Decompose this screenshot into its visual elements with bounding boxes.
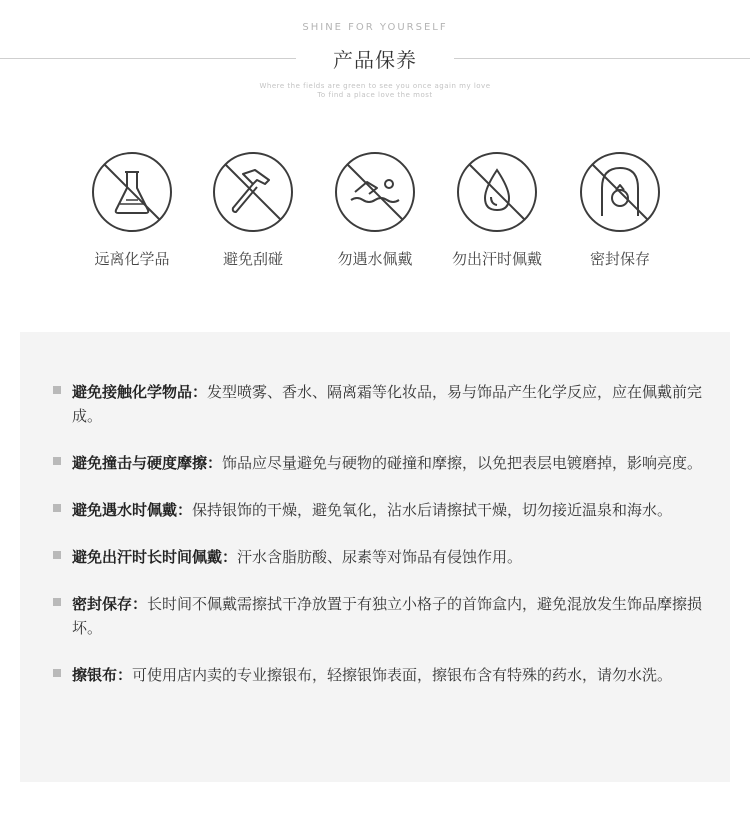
care-label-scratch: 避免刮碰	[222, 250, 283, 268]
bullet-square	[53, 598, 61, 606]
bullet-square	[53, 504, 61, 512]
note-heading: 避免撞击与硬度摩擦：	[72, 454, 223, 472]
care-notes-list	[20, 380, 730, 710]
note-heading: 擦银布：	[72, 666, 133, 684]
note-heading: 避免出汗时长时间佩戴：	[72, 548, 238, 566]
note-body: 可使用店内卖的专业擦银布，轻擦银饰表面，擦银布含有特殊的药水，请勿水洗。	[132, 666, 673, 684]
header-tagline-line2: To find a place love the most	[317, 91, 433, 99]
note-body: 长时间不佩戴需擦拭干净放置于有独立小格子的首饰盒内，避免混放发生饰品摩擦损坏。	[72, 595, 703, 637]
bullet-square	[53, 551, 61, 559]
care-label-chemicals: 远离化学品	[94, 250, 170, 268]
care-item-sweat	[437, 150, 557, 269]
section-header	[0, 0, 750, 110]
water-drop-icon	[455, 150, 539, 234]
ring-box-icon	[578, 150, 662, 234]
header-tagline-line1: Where the fields are green to see you once again my love	[259, 82, 491, 90]
note-body: 饰品应尽量避免与硬物的碰撞和摩擦，以免把表层电镀磨掉，影响亮度。	[222, 454, 703, 472]
title-divider-right	[454, 58, 750, 59]
care-item-scratch	[193, 150, 313, 269]
care-label-storage: 密封保存	[589, 250, 650, 268]
note-heading: 密封保存：	[72, 595, 148, 613]
swimmer-icon	[333, 150, 417, 234]
bullet-square	[53, 669, 61, 677]
care-note-impact	[20, 451, 730, 475]
note-body: 发型喷雾、香水、隔离霜等化妆品，易与饰品产生化学反应，应在佩戴前完成。	[72, 383, 703, 425]
care-label-sweat: 勿出汗时佩戴	[451, 250, 542, 268]
note-heading: 避免遇水时佩戴：	[72, 501, 193, 519]
care-note-cloth	[20, 663, 730, 687]
note-body: 保持银饰的干燥，避免氧化，沾水后请擦拭干燥，切勿接近温泉和海水。	[192, 501, 673, 519]
care-note-chemicals	[20, 380, 730, 428]
care-item-chemicals	[72, 150, 192, 269]
hammer-icon	[211, 150, 295, 234]
care-note-water	[20, 498, 730, 522]
bullet-square	[53, 386, 61, 394]
care-item-storage	[560, 150, 680, 269]
note-heading: 避免接触化学物品：	[72, 383, 208, 401]
note-body: 汗水含脂肪酸、尿素等对饰品有侵蚀作用。	[237, 548, 523, 566]
care-note-sweat	[20, 545, 730, 569]
bullet-square	[53, 457, 61, 465]
care-note-storage	[20, 592, 730, 640]
chemical-flask-icon	[90, 150, 174, 234]
care-label-water: 勿遇水佩戴	[337, 250, 413, 268]
page-title: 产品保养	[333, 48, 417, 72]
header-subtitle-en: SHINE FOR YOURSELF	[302, 22, 448, 33]
care-notes-panel	[20, 332, 730, 782]
care-icons-row	[0, 150, 750, 280]
care-item-water	[315, 150, 435, 269]
